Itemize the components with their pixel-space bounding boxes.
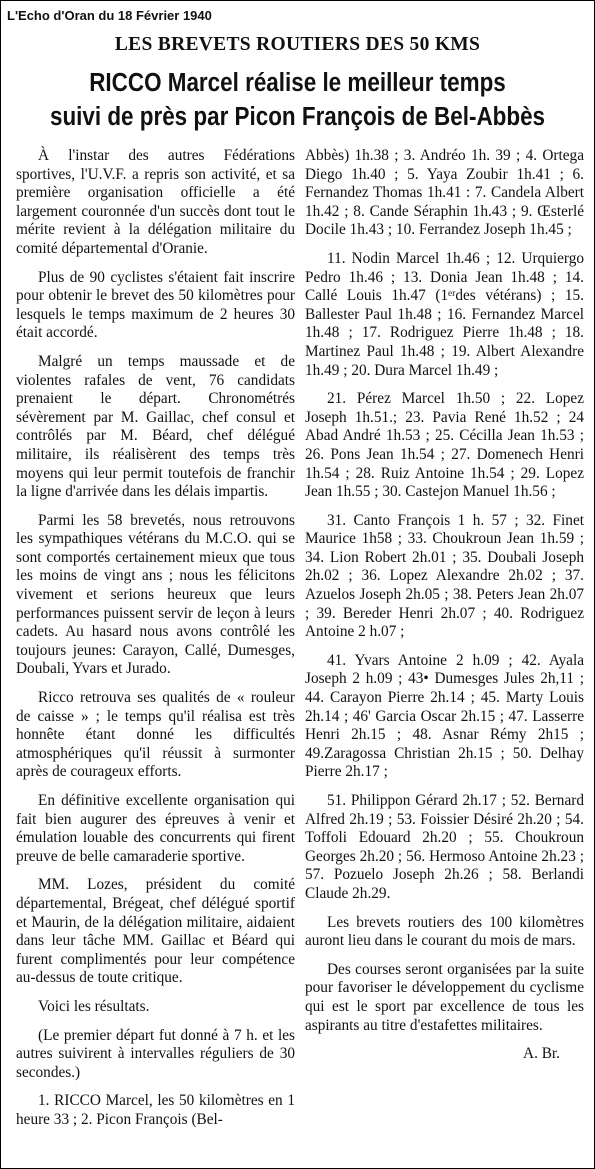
title-line-1: RICCO Marcel réalise le meilleur temps	[89, 69, 506, 97]
results-paragraph: 31. Canto François 1 h. 57 ; 32. Finet Maurice 1h58 ; 33. Choukroun Jean 1h.59 ; 34. Lion Robert 2h.01 ; 35. Doubali Joseph 2h.02 ; 36. Lopez Alexandre 2h.02 ; 37. Azuelos Joseph 2h.05 ; 38. Peters Jean 2h.07 ; 39. Bereder Henri 2h.07 ; 40. Rodriguez Antoine 2 h.07 ;	[305, 511, 584, 641]
results-continuation: Abbès) 1h.38 ; 3. Andréo 1h. 39 ; 4. Ortega Diego 1h.40 ; 5. Yaya Zoubir 1h.41 ; 6. Fernandez Thomas 1h.41 : 7. Candela Albert 1h.42 ; 8. Cande Séraphin 1h.43 ; 9. Œsterlé Docile 1h.43 ; 10. Ferrandez Joseph 1h.45 ;	[305, 147, 584, 239]
title-line-2: suivi de près par Picon François de Bel-Abbès	[49, 103, 546, 131]
paragraph: Plus de 90 cyclistes s'étaient fait inscrire pour obtenir le brevet des 50 kilomètres pour lesquels le temps maximum de 2 heures 30 était accordé.	[16, 268, 295, 342]
results-paragraph: 11. Nodin Marcel 1h.46 ; 12. Urquiergo Pedro 1h.46 ; 13. Donia Jean 1h.48 ; 14. Callé Louis 1h.47 (1ᵉʳdes vétérans) ; 15. Ballester Paul 1h.48 ; 16. Fernandez Marcel 1h.48 ; 17. Rodriguez Pierre 1h.48 ; 18. Martinez Paul 1h.48 ; 19. Albert Alexandre 1h.49 ; 20. Dura Marcel 1h.49 ;	[305, 249, 584, 379]
headline: LES BREVETS ROUTIERS DES 50 KMS	[114, 34, 481, 55]
paragraph: Voici les résultats.	[38, 997, 150, 1015]
results-paragraph: 41. Yvars Antoine 2 h.09 ; 42. Ayala Joseph 2 h.09 ; 43• Dumesges Jules 2h,11 ; 44. Carayon Pierre 2h.14 ; 45. Marty Louis 2h.14 ; 46' Garcia Oscar 2h.15 ; 47. Lasserre Henri 2h.15 ; 48. Asnar Rémy 2h15 ; 49.Zaragossa Christian 2h.15 ; 50. Delhay Pierre 2h.17 ;	[305, 651, 584, 781]
author-signature: A. Br.	[523, 1045, 560, 1063]
left-column	[16, 147, 295, 1140]
article-title	[36, 66, 560, 134]
paragraph: 1. RICCO Marcel, les 50 kilomètres en 1 heure 33 ; 2. Picon François (Bel-	[16, 1092, 295, 1128]
paragraph: Des courses seront organisées par la suite pour favoriser le développement du cyclisme qui est le sport par excellence de tous les aspirants au titre d'estafettes militaires.	[305, 960, 584, 1034]
paragraph: Ricco retrouva ses qualités de « rouleur de caisse » ; le temps qu'il réalisa est très honnête étant donné les difficultés atmosphériques qu'il réussit à surmonter après de courageux efforts.	[16, 689, 295, 781]
paragraph: En définitive excellente organisation qui fait bien augurer des épreuves à venir et émulation louable des concurrents qui firent preuve de belle camaraderie sportive.	[16, 792, 295, 865]
paragraph: Parmi les 58 brevetés, nous retrouvons les sympathiques vétérans du M.C.O. qui se sont comportés certainement mieux que tous les moins de vingt ans ; nous les félicitons vivement et serions heureux que leurs performances puissent servir de leçon à leurs cadets. Au hasard nous avons contrôlé les toujours jeunes: Carayon, Callé, Dumesges, Doubali, Yvars et Jurado.	[16, 511, 295, 678]
results-paragraph: 21. Pérez Marcel 1h.50 ; 22. Lopez Joseph 1h.51.; 23. Pavia René 1h.52 ; 24 Abad André 1h.53 ; 25. Cécilla Jean 1h.53 ; 26. Pons Jean 1h.54 ; 27. Domenech Henri 1h.54 ; 28. Ruiz Antoine 1h.54 ; 29. Lopez Jean 1h.55 ; 30. Castejon Manuel 1h.56 ;	[305, 390, 584, 501]
source-line: L'Echo d'Oran du 18 Février 1940	[7, 8, 212, 23]
paragraph: (Le premier départ fut donné à 7 h. et les autres suivirent à intervalles réguliers de 30 secondes.)	[16, 1026, 295, 1081]
right-column	[305, 147, 584, 1074]
results-paragraph: 51. Philippon Gérard 2h.17 ; 52. Bernard Alfred 2h.19 ; 53. Foissier Désiré 2h.20 ; 54. Toffoli Edouard 2h.20 ; 55. Choukroun Georges 2h.20 ; 56. Hermoso Antoine 2h.23 ; 57. Pozuelo Joseph 2h.26 ; 58. Berlandi Claude 2h.29.	[305, 792, 584, 902]
paragraph: À l'instar des autres Fédérations sportives, l'U.V.F. a repris son activité, et sa première organisation officielle a été largement couronnée d'un succès dont tout le mérite revient à la délégation militaire du comité départemental d'Oranie.	[16, 147, 295, 257]
paragraph: MM. Lozes, président du comité départemental, Brégeat, chef délégué sportif et Maurin, de la délégation militaire, aidaient dans leur tâche MM. Gaillac et Béard qui furent complimentés pour leur compétence au-dessus de toute critique.	[16, 876, 295, 987]
paragraph: Malgré un temps maussade et de violentes rafales de vent, 76 candidats prenaient le départ. Chronométrés sévèrement par M. Gaillac, chef consul et contrôlés par M. Béard, chef délégué militaire, ils réalisèrent des temps très moyens qui leur permit toutefois de franchir la ligne d'arrivée dans les délais impartis.	[16, 352, 295, 501]
paragraph: Les brevets routiers des 100 kilomètres auront lieu dans le courant du mois de mars.	[305, 913, 584, 950]
